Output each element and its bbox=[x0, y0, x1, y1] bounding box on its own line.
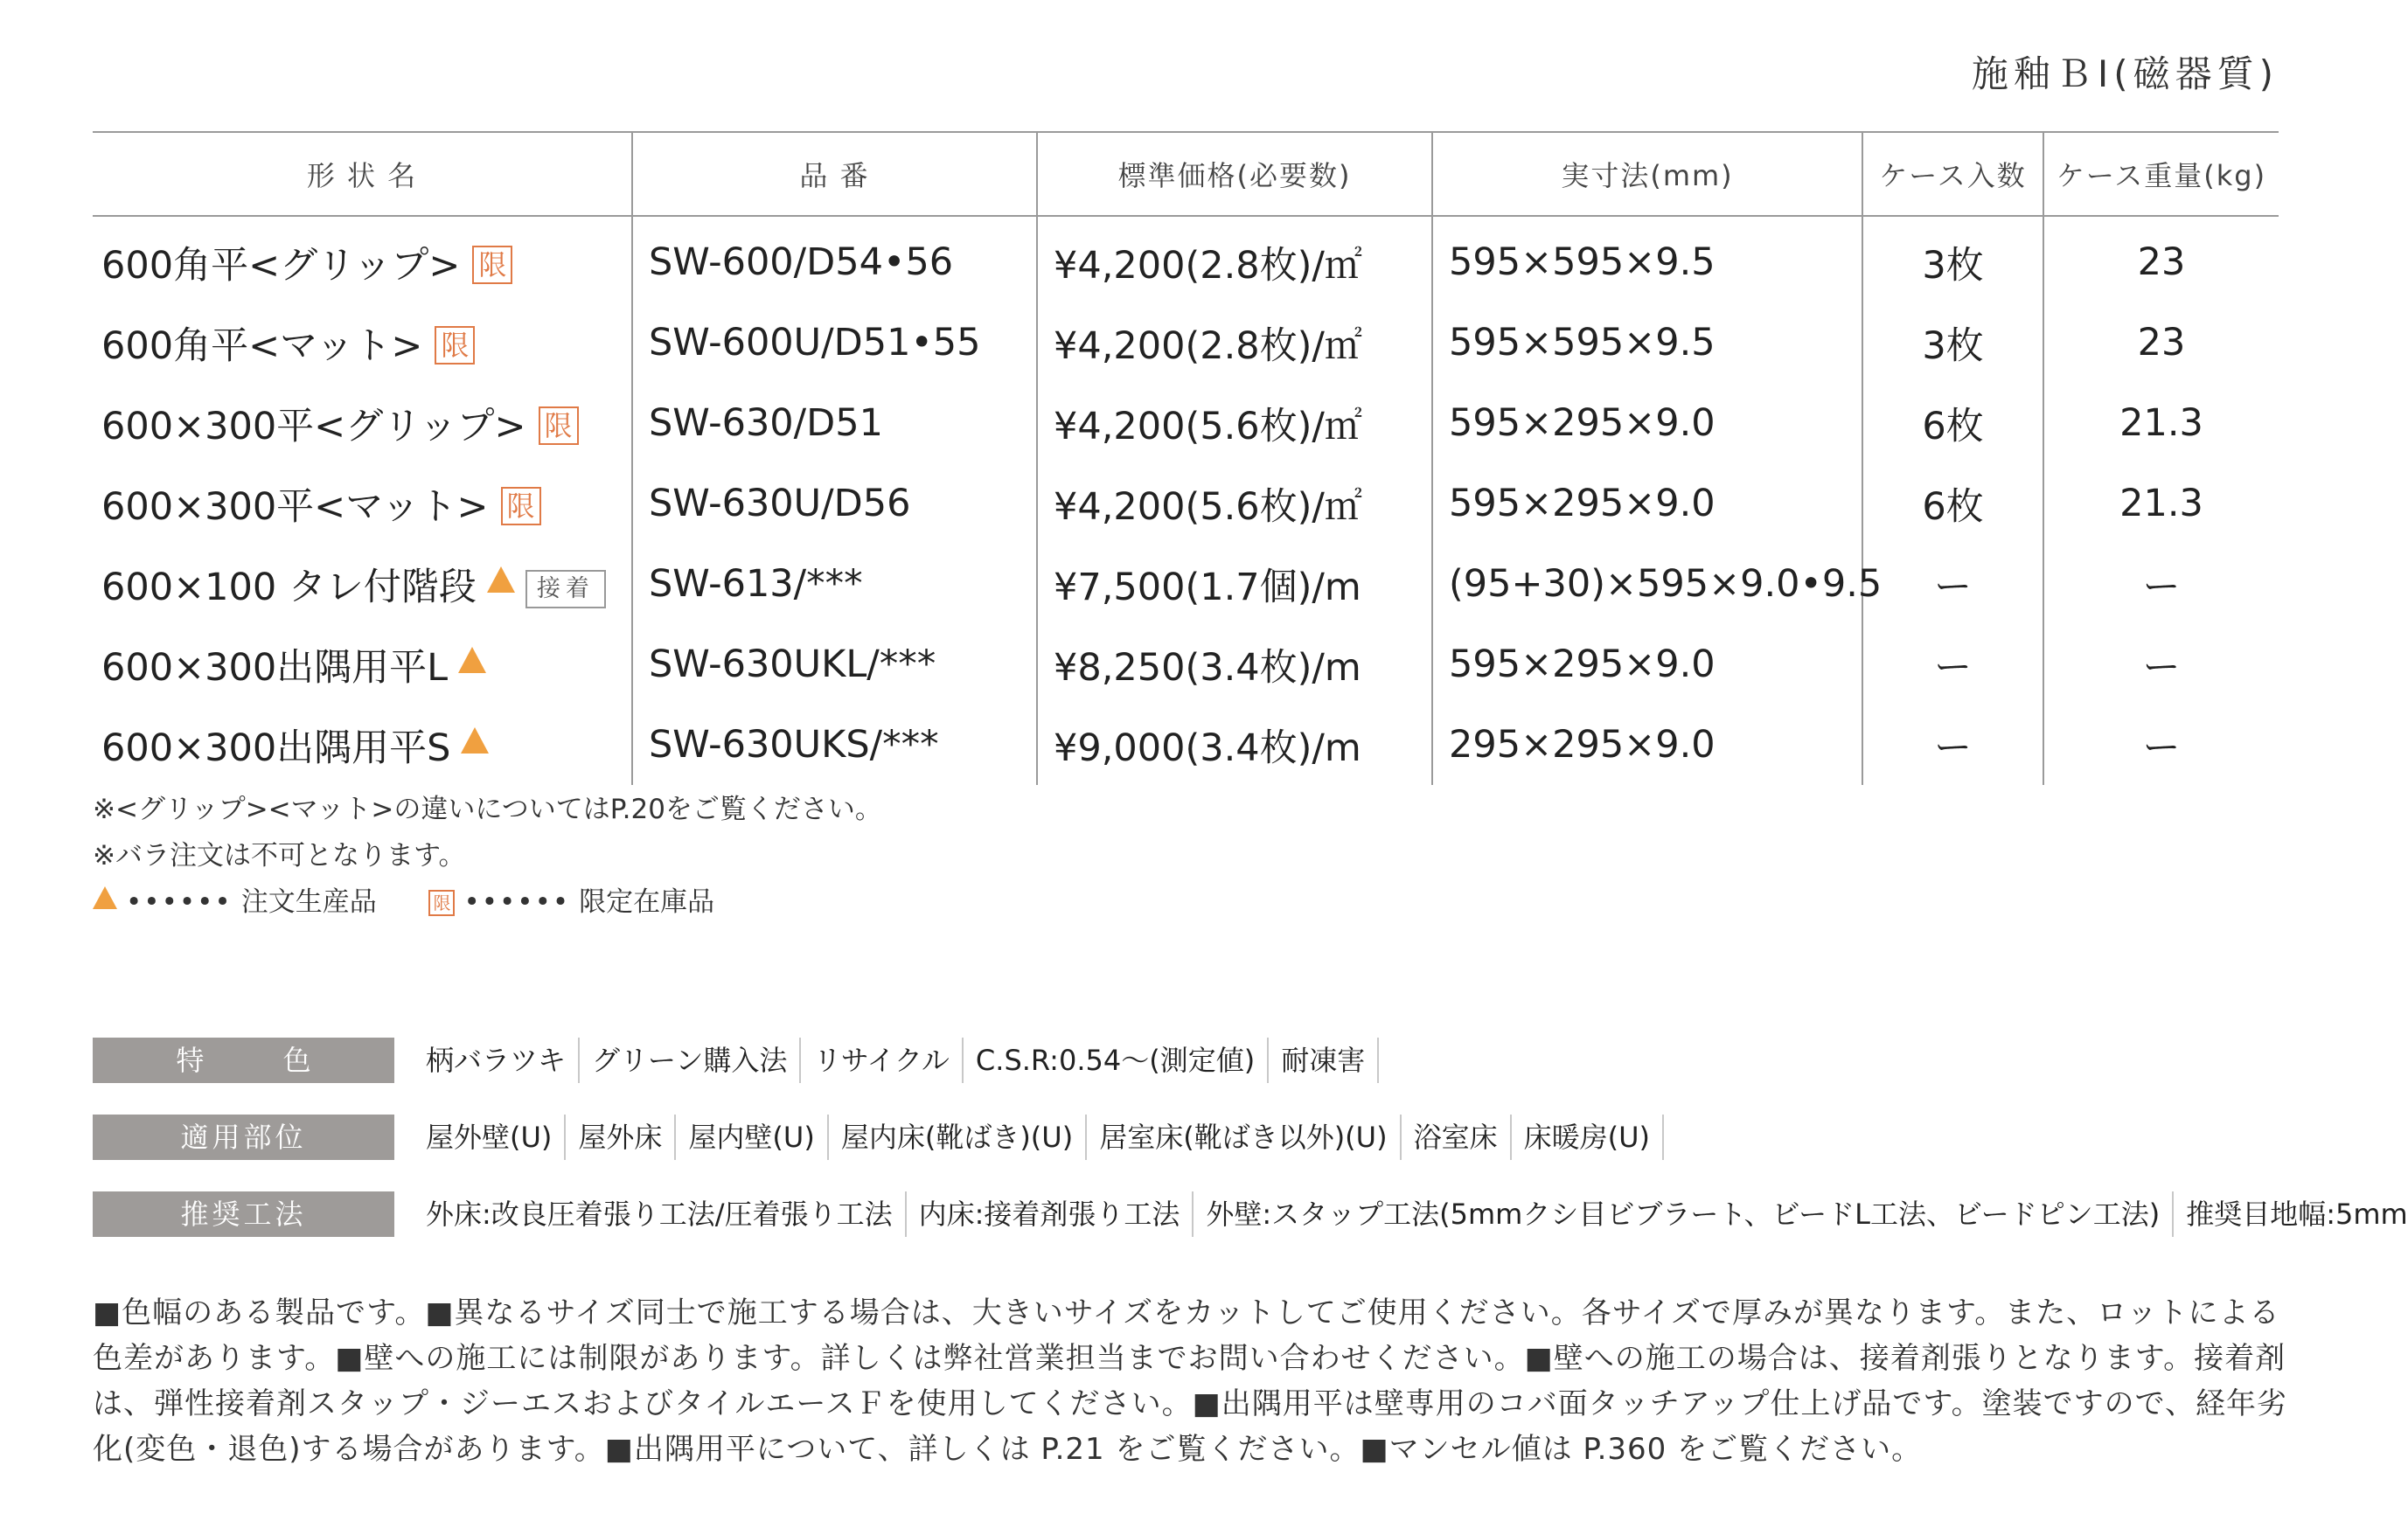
product-code: SW-630UKS/*** bbox=[632, 705, 1037, 785]
case-quantity: ー bbox=[1862, 624, 2043, 705]
application-item: 屋外床 bbox=[566, 1115, 676, 1160]
case-weight: ー bbox=[2043, 624, 2279, 705]
application-item: 浴室床 bbox=[1402, 1115, 1512, 1160]
features-row bbox=[93, 1038, 1379, 1083]
limited-stock-mark: 限 bbox=[539, 406, 579, 445]
feature-item: C.S.R:0.54〜(測定値) bbox=[964, 1038, 1269, 1083]
case-weight: 21.3 bbox=[2043, 383, 2279, 463]
header-dimensions: 実寸法(mm) bbox=[1432, 132, 1862, 216]
shape-name: 600角平<マット> bbox=[101, 323, 423, 368]
price: ¥4,200(2.8枚)/㎡ bbox=[1037, 302, 1432, 383]
table-row bbox=[93, 302, 2279, 383]
case-weight: 23 bbox=[2043, 216, 2279, 302]
legend-limited-stock: 限定在庫品 bbox=[579, 886, 715, 918]
application-item: 屋内床(靴ばき)(U) bbox=[829, 1115, 1087, 1160]
shape-name-cell bbox=[93, 302, 632, 383]
case-weight: ー bbox=[2043, 705, 2279, 785]
dimensions: (95+30)×595×9.0•9.5 bbox=[1432, 544, 1862, 624]
price: ¥4,200(5.6枚)/㎡ bbox=[1037, 383, 1432, 463]
methods-values bbox=[414, 1191, 2408, 1237]
case-quantity: 6枚 bbox=[1862, 463, 2043, 544]
remarks-paragraph: ■色幅のある製品です。■異なるサイズ同士で施工する場合は、大きいサイズをカットしてご使用ください。各サイズで厚みが異なります。また、ロットによる色差があります。■壁への施工には制限があります。詳しくは弊社営業担当までお問い合わせください。■壁への施工の場合は、接着剤張りとなります。接着剤は、弾性接着剤スタップ・ジーエスおよびタイルエースＦを使用してください。■出隅用平は壁専用のコバ面タッチアップ仕上げ品です。塗装ですので、経年劣化(変色・退色)する場合があります。■出隅用平について、詳しくは P.21 をご覧ください。■マンセル値は P.360 をご覧ください。 bbox=[93, 1295, 2287, 1467]
dimensions: 595×295×9.0 bbox=[1432, 383, 1862, 463]
method-item: 外壁:スタップ工法(5mmクシ目ビブラート、ビードL工法、ビードピン工法) bbox=[1194, 1191, 2174, 1237]
shape-name-cell bbox=[93, 624, 632, 705]
limited-stock-mark: 限 bbox=[501, 487, 541, 525]
legend-dots: •••••• bbox=[126, 886, 233, 918]
header-shape-name: 形 状 名 bbox=[93, 132, 632, 216]
made-to-order-triangle-icon bbox=[458, 647, 486, 673]
header-product-code: 品 番 bbox=[632, 132, 1037, 216]
glaze-type-title: 施釉ＢⅠ(磁器質) bbox=[1971, 52, 2279, 95]
made-to-order-triangle-icon bbox=[93, 886, 117, 909]
price: ¥4,200(5.6枚)/㎡ bbox=[1037, 463, 1432, 544]
note-no-loose-order: ※バラ注文は不可となります。 bbox=[93, 840, 466, 872]
table-row bbox=[93, 463, 2279, 544]
limited-stock-mark: 限 bbox=[435, 326, 475, 365]
legend-dots: •••••• bbox=[463, 886, 571, 918]
header-case-quantity: ケース入数 bbox=[1862, 132, 2043, 216]
product-code: SW-630/D51 bbox=[632, 383, 1037, 463]
header-standard-price: 標準価格(必要数) bbox=[1037, 132, 1432, 216]
limited-stock-mark: 限 bbox=[472, 246, 512, 284]
case-weight: ー bbox=[2043, 544, 2279, 624]
dimensions: 595×295×9.0 bbox=[1432, 624, 1862, 705]
shape-name: 600×300平<マット> bbox=[101, 484, 489, 529]
method-item: 推奨目地幅:5mm bbox=[2174, 1191, 2408, 1237]
shape-name: 600×100 タレ付階段 bbox=[101, 565, 477, 609]
price: ¥9,000(3.4枚)/m bbox=[1037, 705, 1432, 785]
shape-name: 600×300平<グリップ> bbox=[101, 404, 526, 448]
product-code: SW-600/D54•56 bbox=[632, 216, 1037, 302]
legend-made-to-order: 注文生産品 bbox=[240, 886, 377, 918]
shape-name: 600×300出隅用平S bbox=[101, 726, 451, 770]
case-quantity: 6枚 bbox=[1862, 383, 2043, 463]
feature-item: リサイクル bbox=[801, 1038, 964, 1083]
price: ¥7,500(1.7個)/m bbox=[1037, 544, 1432, 624]
product-table bbox=[93, 131, 2279, 785]
applications-values bbox=[414, 1115, 1664, 1160]
table-row bbox=[93, 216, 2279, 302]
feature-item: 柄バラツキ bbox=[414, 1038, 580, 1083]
application-item: 屋外壁(U) bbox=[414, 1115, 566, 1160]
made-to-order-triangle-icon bbox=[461, 727, 489, 754]
case-weight: 23 bbox=[2043, 302, 2279, 383]
table-header-row bbox=[93, 132, 2279, 216]
table-row bbox=[93, 544, 2279, 624]
application-item: 屋内壁(U) bbox=[676, 1115, 828, 1160]
table-row bbox=[93, 624, 2279, 705]
price: ¥4,200(2.8枚)/㎡ bbox=[1037, 216, 1432, 302]
price: ¥8,250(3.4枚)/m bbox=[1037, 624, 1432, 705]
application-item: 床暖房(U) bbox=[1512, 1115, 1664, 1160]
case-quantity: 3枚 bbox=[1862, 302, 2043, 383]
shape-name: 600角平<グリップ> bbox=[101, 243, 461, 288]
features-values bbox=[414, 1038, 1379, 1083]
shape-name-cell bbox=[93, 463, 632, 544]
product-code: SW-630UKL/*** bbox=[632, 624, 1037, 705]
applications-row bbox=[93, 1115, 1664, 1160]
methods-row bbox=[93, 1191, 2408, 1237]
applications-label: 適用部位 bbox=[93, 1115, 394, 1160]
case-quantity: 3枚 bbox=[1862, 216, 2043, 302]
note-grip-matte: ※<グリップ><マット>の違いについてはP.20をご覧ください。 bbox=[93, 794, 882, 825]
method-item: 外床:改良圧着張り工法/圧着張り工法 bbox=[414, 1191, 907, 1237]
dimensions: 595×595×9.5 bbox=[1432, 216, 1862, 302]
methods-label: 推奨工法 bbox=[93, 1191, 394, 1237]
shape-name-cell bbox=[93, 216, 632, 302]
legend bbox=[93, 879, 882, 926]
feature-item: 耐凍害 bbox=[1269, 1038, 1379, 1083]
made-to-order-triangle-icon bbox=[487, 566, 515, 593]
shape-name: 600×300出隅用平L bbox=[101, 645, 449, 690]
shape-name-cell bbox=[93, 544, 632, 624]
product-code: SW-630U/D56 bbox=[632, 463, 1037, 544]
adhesive-mark: 接着 bbox=[525, 570, 606, 608]
shape-name-cell bbox=[93, 383, 632, 463]
case-weight: 21.3 bbox=[2043, 463, 2279, 544]
feature-item: グリーン購入法 bbox=[580, 1038, 801, 1083]
case-quantity: ー bbox=[1862, 705, 2043, 785]
table-notes bbox=[93, 787, 882, 926]
shape-name-cell bbox=[93, 705, 632, 785]
limited-stock-mark: 限 bbox=[428, 890, 455, 916]
dimensions: 295×295×9.0 bbox=[1432, 705, 1862, 785]
application-item: 居室床(靴ばき以外)(U) bbox=[1087, 1115, 1401, 1160]
dimensions: 595×595×9.5 bbox=[1432, 302, 1862, 383]
product-code: SW-613/*** bbox=[632, 544, 1037, 624]
table-row bbox=[93, 705, 2279, 785]
product-code: SW-600U/D51•55 bbox=[632, 302, 1037, 383]
features-label: 特 色 bbox=[93, 1038, 394, 1083]
case-quantity: ー bbox=[1862, 544, 2043, 624]
table-row bbox=[93, 383, 2279, 463]
dimensions: 595×295×9.0 bbox=[1432, 463, 1862, 544]
header-case-weight: ケース重量(kg) bbox=[2043, 132, 2279, 216]
method-item: 内床:接着剤張り工法 bbox=[907, 1191, 1194, 1237]
